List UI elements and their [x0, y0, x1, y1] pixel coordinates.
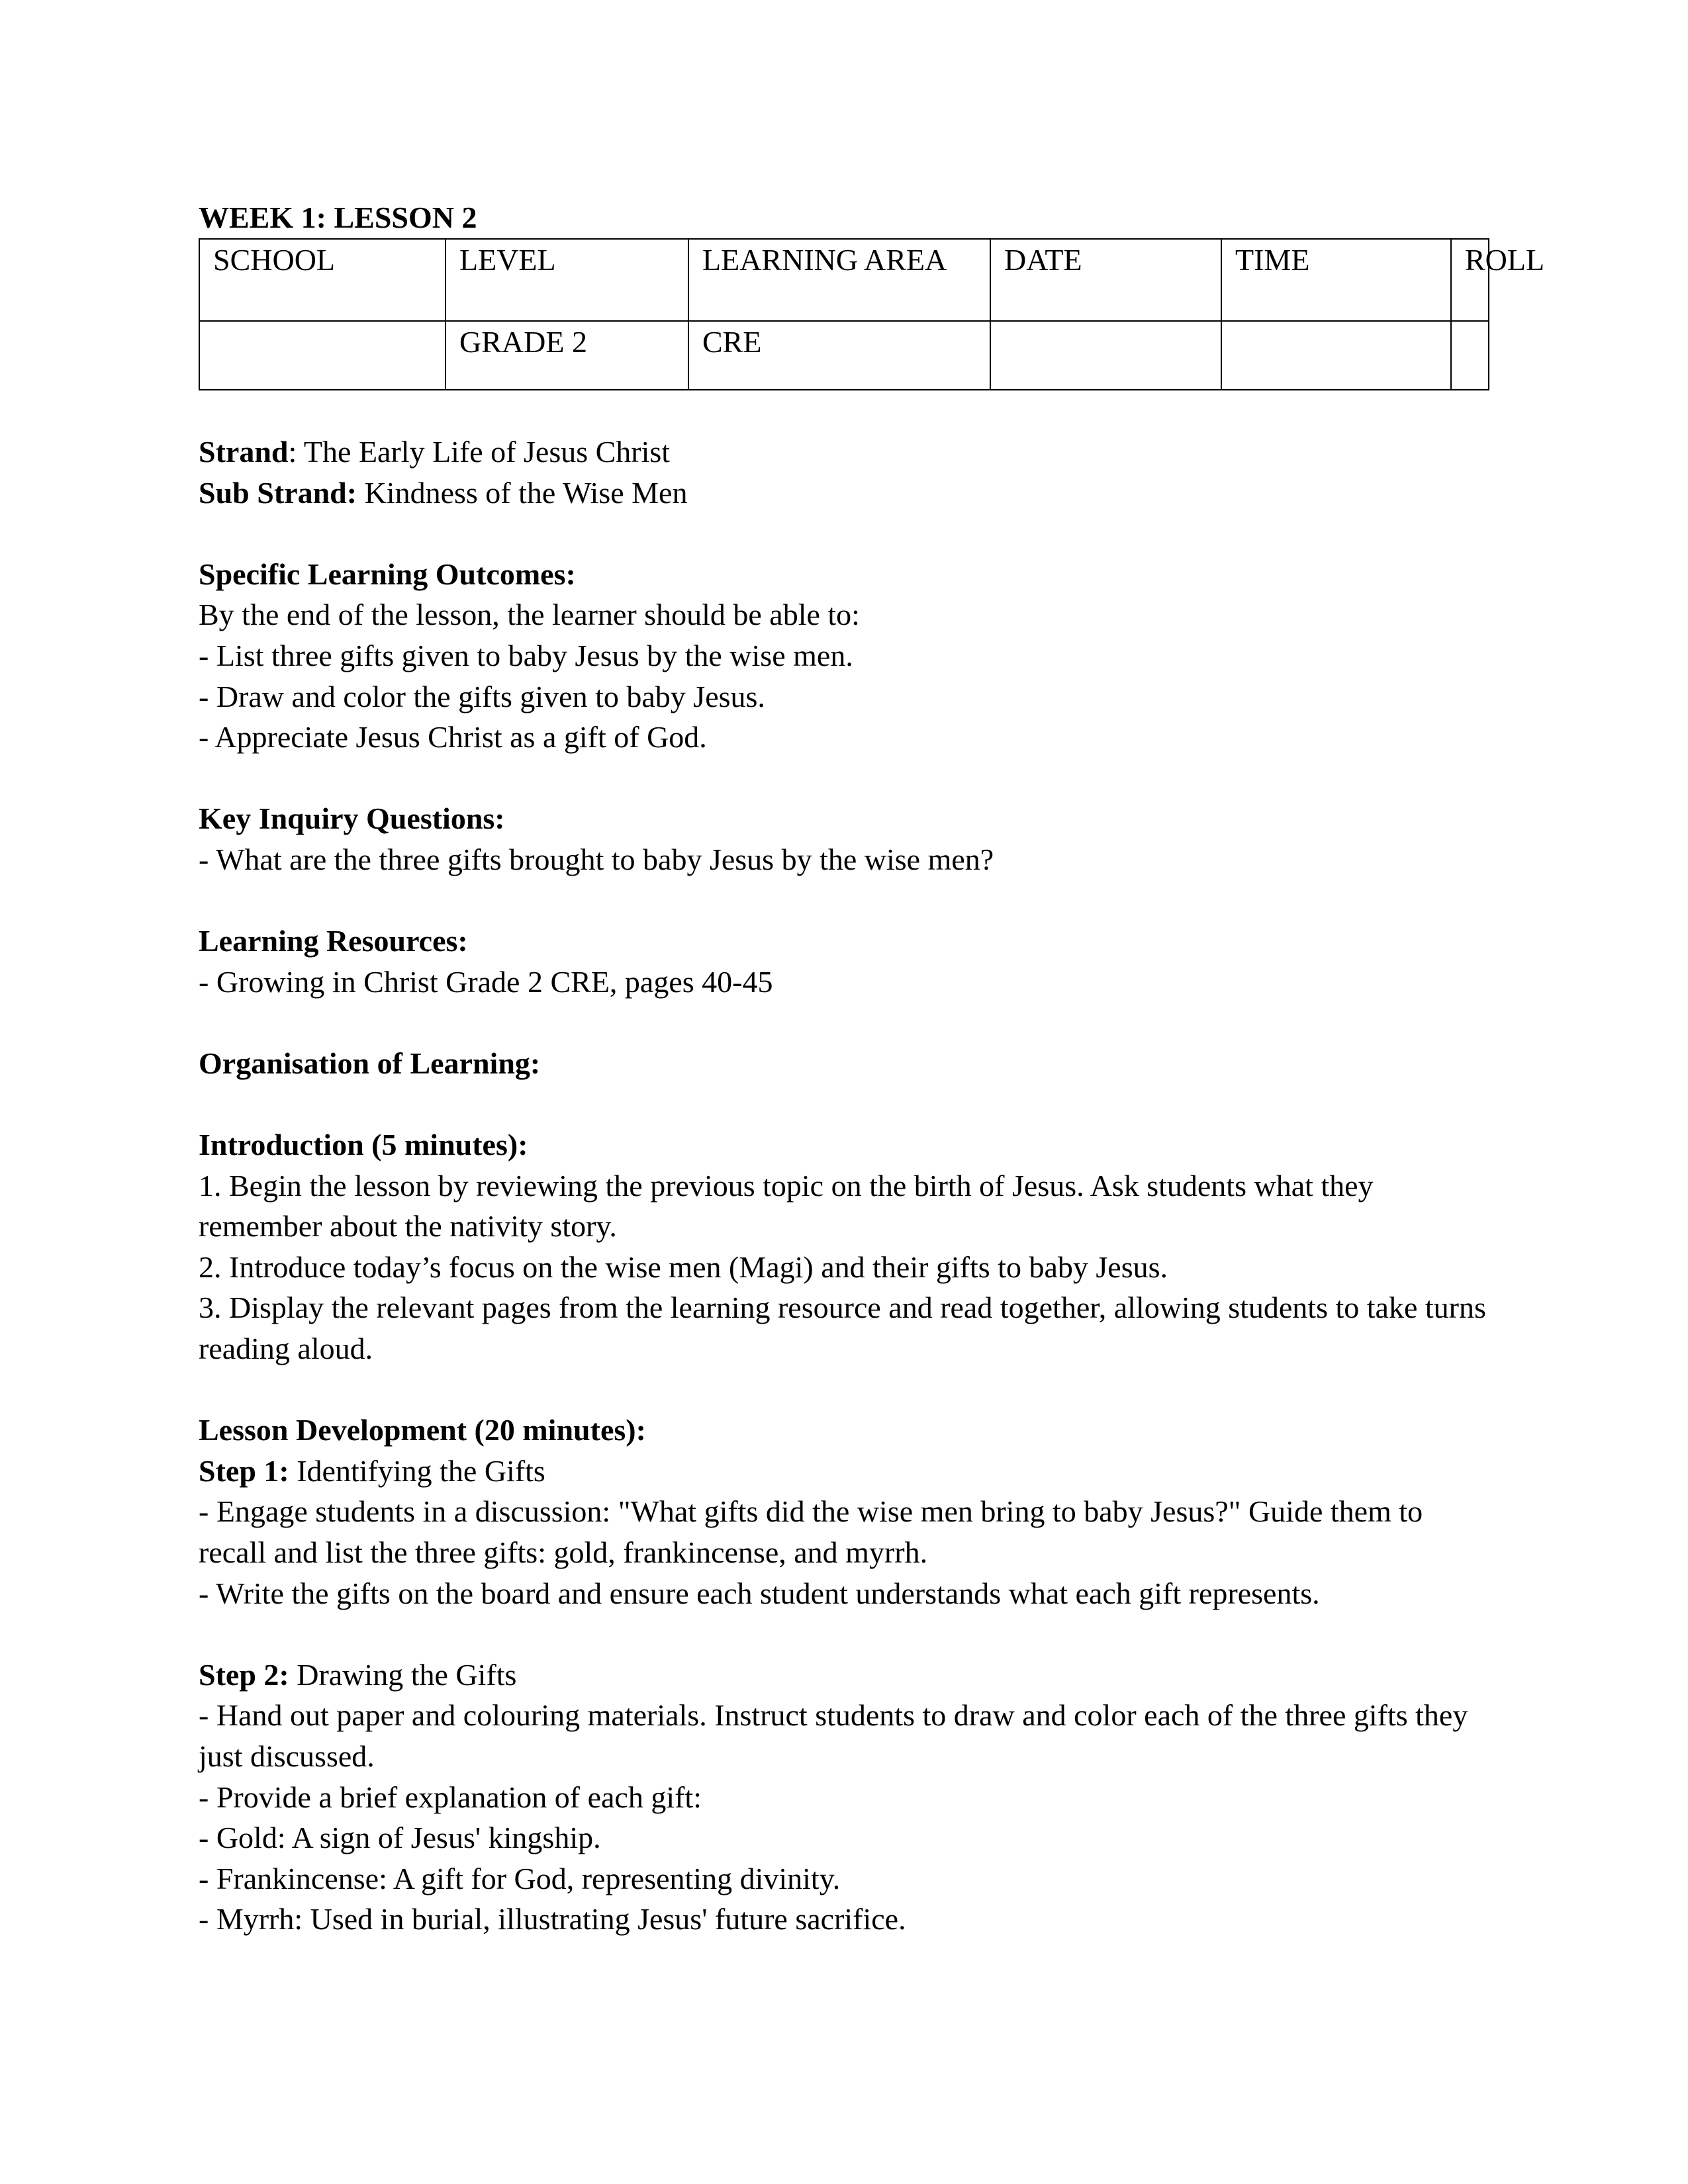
outcomes-intro: By the end of the lesson, the learner should be able to:: [199, 598, 860, 632]
table-header-cell: SCHOOL: [199, 239, 445, 321]
sub-strand-label: Sub Strand:: [199, 475, 357, 510]
list-item: - Frankincense: A gift for God, representing divinity.: [199, 1861, 841, 1895]
sub-strand-line: [199, 473, 1489, 514]
sub-strand-value: Kindness of the Wise Men: [357, 475, 688, 510]
outcomes-heading: Specific Learning Outcomes:: [199, 557, 576, 591]
strand-line: [199, 432, 1489, 473]
development-heading: Lesson Development (20 minutes):: [199, 1413, 646, 1447]
step-2-label: Step 2:: [199, 1657, 289, 1692]
list-item: 3. Display the relevant pages from the learning resource and read together, allowing students to take turns reading aloud.: [199, 1291, 1486, 1366]
page-title: WEEK 1: LESSON 2: [199, 201, 477, 234]
strand-label: Strand: [199, 435, 289, 469]
table-header-cell: DATE: [990, 239, 1221, 321]
table-header-cell: LEARNING AREA: [688, 239, 990, 321]
list-item: - Draw and color the gifts given to baby Jesus.: [199, 679, 765, 713]
list-item: - What are the three gifts brought to baby Jesus by the wise men?: [199, 842, 994, 876]
table-header-cell: TIME: [1221, 239, 1451, 321]
table-cell: [1221, 321, 1451, 390]
table-row: [199, 321, 1489, 390]
list-item: - Appreciate Jesus Christ as a gift of God.: [199, 720, 707, 754]
table-cell: [199, 321, 445, 390]
table-cell: GRADE 2: [445, 321, 688, 390]
list-item: - Engage students in a discussion: "What gifts did the wise men bring to baby Jesus?" Guide them to recall and list the three gifts: gold, frankincense, and myrrh.: [199, 1494, 1423, 1570]
step-2-line: [199, 1655, 1489, 1696]
list-item: - Provide a brief explanation of each gift:: [199, 1780, 702, 1814]
table-cell: [1451, 321, 1489, 390]
step-2-title: Drawing the Gifts: [289, 1657, 517, 1692]
organisation-heading: Organisation of Learning:: [199, 1046, 541, 1080]
inquiry-heading: Key Inquiry Questions:: [199, 801, 505, 836]
list-item: 2. Introduce today’s focus on the wise men (Magi) and their gifts to baby Jesus.: [199, 1250, 1168, 1284]
step-1-label: Step 1:: [199, 1453, 289, 1488]
list-item: - Hand out paper and colouring materials. Instruct students to draw and color each of the three gifts they just discussed.: [199, 1698, 1468, 1773]
introduction-heading: Introduction (5 minutes):: [199, 1128, 528, 1162]
table-header-cell: ROLL: [1451, 239, 1489, 321]
table-header-row: [199, 239, 1489, 321]
list-item: - Gold: A sign of Jesus' kingship.: [199, 1821, 601, 1855]
lesson-info-table: [199, 238, 1545, 390]
step-1-title: Identifying the Gifts: [289, 1453, 545, 1488]
strand-value: : The Early Life of Jesus Christ: [288, 435, 671, 469]
table-cell: [990, 321, 1221, 390]
list-item: - Growing in Christ Grade 2 CRE, pages 40-45: [199, 964, 773, 999]
table-cell: CRE: [688, 321, 990, 390]
list-item: - Write the gifts on the board and ensure each student understands what each gift represents.: [199, 1576, 1320, 1610]
resources-heading: Learning Resources:: [199, 924, 468, 958]
table-header-cell: LEVEL: [445, 239, 688, 321]
list-item: - List three gifts given to baby Jesus by the wise men.: [199, 638, 853, 672]
list-item: 1. Begin the lesson by reviewing the previous topic on the birth of Jesus. Ask students what they remember about the nativity story.: [199, 1168, 1374, 1244]
lesson-plan-page: [199, 197, 1545, 1940]
list-item: - Myrrh: Used in burial, illustrating Jesus' future sacrifice.: [199, 1902, 906, 1936]
step-1-line: [199, 1451, 1489, 1492]
